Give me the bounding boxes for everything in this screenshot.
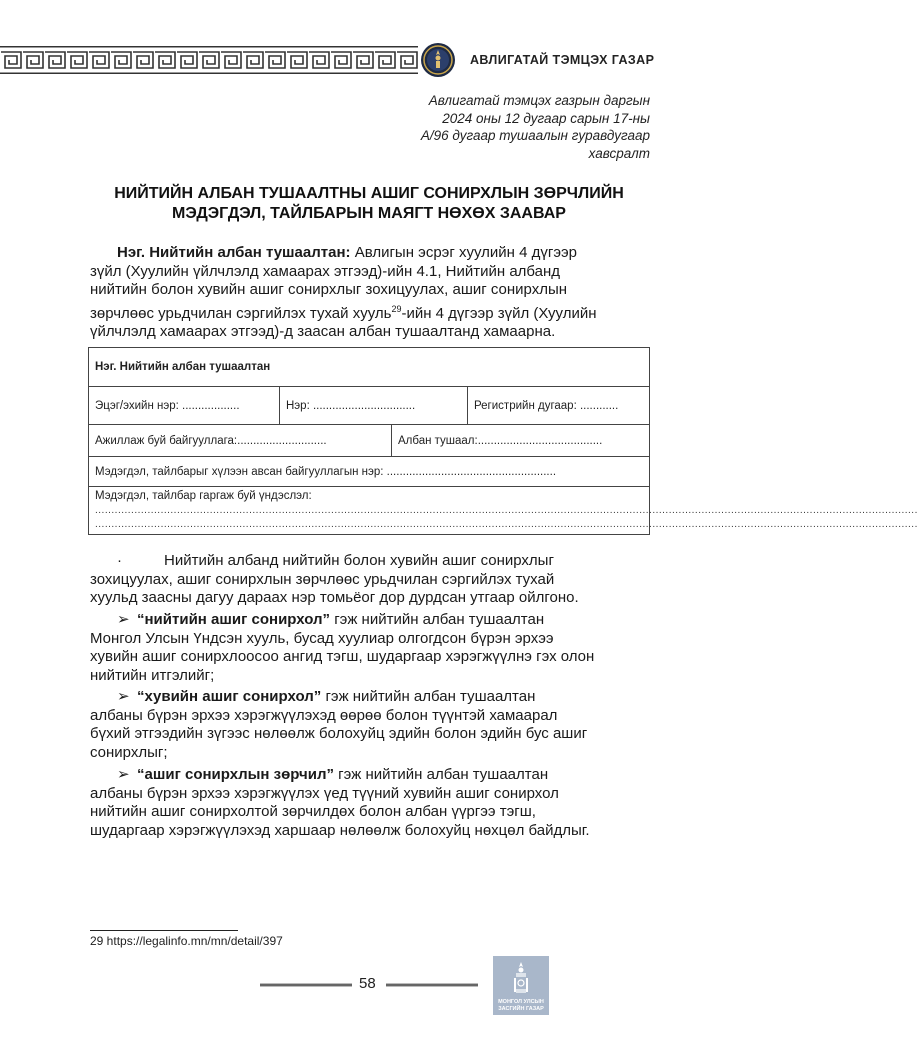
- approval-note-line: хавсралт: [588, 145, 650, 161]
- page-number-rule-left: [260, 983, 352, 987]
- approval-note-line: 2024 оны 12 дугаар сарын 17-ны: [442, 110, 650, 126]
- government-logo-line: ЗАСГИЙН ГАЗАР: [498, 1005, 544, 1012]
- body-text: албаны бүрэн эрхээ хэрэгжүүлэх үед түүний хувийн ашиг сонирхол: [90, 784, 559, 802]
- position-field[interactable]: Албан тушаал:.......................................: [398, 434, 603, 447]
- government-logo-text: [493, 999, 549, 1012]
- title-line: МЭДЭГДЭЛ, ТАЙЛБАРЫН МАЯГТ НӨХӨХ ЗААВАР: [172, 204, 566, 222]
- definition-term: “ашиг сонирхлын зөрчил”: [137, 766, 335, 783]
- body-text: нийтийн итгэлийг;: [90, 666, 215, 684]
- intro-text: -ийн 4 дүгээр зүйл (Хуулийн: [401, 304, 597, 322]
- intro-text: зүйл (Хуулийн үйлчлэлд хамаарах этгээд)-ийн 4.1, Нийтийн албанд: [90, 262, 561, 280]
- definition-public-interest: [90, 611, 651, 685]
- arrow-bullet-icon: ➢: [117, 766, 130, 783]
- intro-text: Авлигын эсрэг хуулийн 4 дүгээр: [350, 244, 577, 261]
- body-text: зохицуулах, ашиг сонирхлын зөрчлөөс урьдчилан сэргийлэх тухай: [90, 570, 555, 588]
- document-title: [88, 184, 650, 223]
- intro-text: зөрчлөөс урьдчилан сэргийлэх тухай хууль: [90, 304, 392, 322]
- state-emblem-icon: [420, 42, 456, 78]
- arrow-bullet-icon: ➢: [117, 688, 130, 705]
- grounds-input-line[interactable]: ...........................................................................................................................................................................................................................................................: [95, 505, 918, 516]
- body-text: албаны бүрэн эрхээ хэрэгжүүлэхэд өөрөө болон түүнтэй хамаарал: [90, 706, 558, 724]
- page-number-rule-right: [386, 983, 478, 987]
- approval-note-line: А/96 дугаар тушаалын гуравдугаар: [420, 128, 650, 143]
- body-text: сонирхлыг;: [90, 743, 168, 761]
- title-line: НИЙТИЙН АЛБАН ТУШААЛТНЫ АШИГ СОНИРХЛЫН ЗӨРЧЛИЙН: [114, 185, 624, 202]
- intro-text: үйлчлэлд хамаарах этгээд)-д заасан албан тушаалтанд хамаарна.: [90, 323, 556, 341]
- government-logo-line: МОНГОЛ УЛСЫН: [498, 999, 544, 1005]
- soyombo-icon: [507, 960, 535, 996]
- government-logo: [493, 956, 549, 1015]
- page-number: 58: [359, 975, 376, 992]
- arrow-bullet-icon: ➢: [117, 611, 130, 628]
- footnote-separator: [90, 930, 238, 931]
- body-text: Нийтийн албанд нийтийн болон хувийн ашиг сонирхлыг: [164, 552, 554, 569]
- ornamental-border: [0, 46, 418, 74]
- definition-conflict-of-interest: [90, 766, 651, 840]
- form-header-row: [89, 348, 649, 387]
- form-row: [89, 425, 649, 457]
- approval-note: [421, 92, 650, 162]
- approval-note-line: Авлигатай тэмцэх газрын даргын: [428, 93, 650, 108]
- form-row: [89, 457, 649, 487]
- form-row: [89, 387, 649, 425]
- agency-name: АВЛИГАТАЙ ТЭМЦЭХ ГАЗАР: [470, 53, 655, 67]
- body-text: хувийн ашиг сонирхлоосоо ангид тэгш, шударгаар хэрэгжүүлнэ гэх олон: [90, 648, 595, 666]
- surname-field[interactable]: Эцэг/эхийн нэр: ..................: [89, 387, 280, 424]
- intro-paragraph: [90, 244, 651, 342]
- body-text: гэж нийтийн албан тушаалтан: [334, 766, 549, 783]
- definitions-intro: [90, 552, 651, 608]
- intro-label: Нэг. Нийтийн албан тушаалтан:: [117, 244, 351, 261]
- body-text: бүхий этгээдийн зүгээс нөлөөлж болохуйц эдийн болон эдийн бус ашиг: [90, 725, 588, 743]
- body-text: гэж нийтийн албан тушаалтан: [321, 688, 536, 705]
- definition-term: “хувийн ашиг сонирхол”: [137, 688, 322, 705]
- workplace-field[interactable]: Ажиллаж буй байгууллага:............................: [89, 425, 392, 456]
- official-info-form: [88, 347, 918, 535]
- receiving-org-field[interactable]: Мэдэгдэл, тайлбарыг хүлээн авсан байгууллагын нэр: .....................................................: [95, 465, 557, 478]
- definition-private-interest: [90, 688, 651, 762]
- footnote-ref[interactable]: 29: [391, 303, 402, 314]
- grounds-input-line[interactable]: ...........................................................................................................................................................................................................................................................: [95, 519, 918, 530]
- intro-text: нийтийн болон хувийн ашиг сонирхлыг зохицуулах, ашиг сонирхлын: [90, 281, 568, 299]
- body-text: гэж нийтийн албан тушаалтан: [330, 611, 545, 628]
- grounds-row: [89, 487, 918, 534]
- body-text: Монгол Улсын Үндсэн хууль, бусад хуулиар олгогдсон бүрэн эрхээ: [90, 629, 554, 647]
- body-text: хуульд заасны дагуу дараах нэр томьёог дор дурдсан утгаар ойлгоно.: [90, 589, 579, 607]
- body-text: шударгаар хэрэгжүүлэхэд харшаар нөлөөлж болохуйц нөхцөл байдлыг.: [90, 821, 590, 839]
- form-header: Нэг. Нийтийн албан тушаалтан: [95, 361, 271, 373]
- grounds-label: Мэдэгдэл, тайлбар гаргаж буй үндэслэл:: [95, 490, 312, 502]
- bullet-dot: ·: [117, 552, 122, 569]
- register-field[interactable]: Регистрийн дугаар: ............: [474, 399, 619, 412]
- body-text: нийтийн ашиг сонирхолтой зөрчилдөх болон албан үүргээ тэгш,: [90, 803, 536, 821]
- footnote-link[interactable]: 29 https://legalinfo.mn/mn/detail/397: [90, 934, 283, 948]
- definition-term: “нийтийн ашиг сонирхол”: [137, 611, 331, 628]
- name-field[interactable]: Нэр: ................................: [280, 387, 468, 424]
